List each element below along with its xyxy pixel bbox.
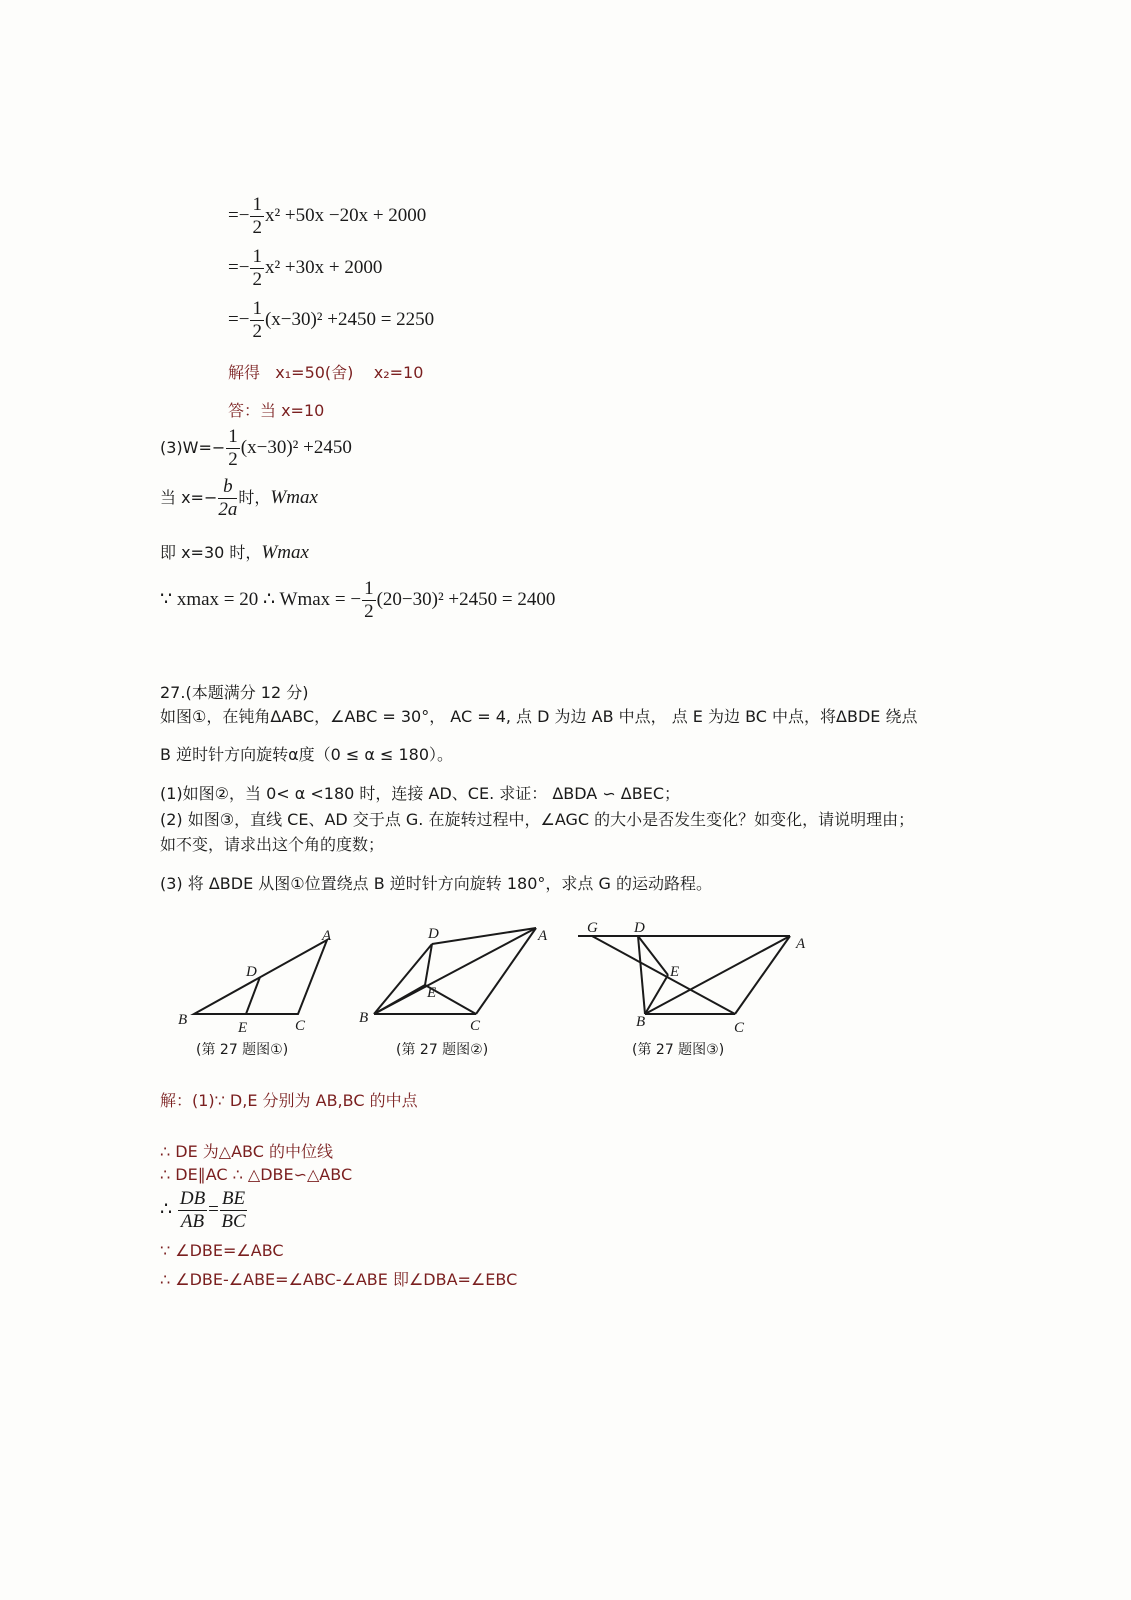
question-2a: (2) 如图③，直线 CE、AD 交于点 G. 在旋转过程中，∠AGC 的大小是否发生变化？如变化，请说明理由； <box>160 810 915 829</box>
fig3-label-c: C <box>734 1020 745 1036</box>
question-1: (1)如图②，当 0< α <180 时，连接 AD、CE. 求证： ΔBDA ∽ ΔBEC； <box>160 784 681 803</box>
w-max: Wmax <box>270 486 318 508</box>
problem-header: 27.(本题满分 12 分) <box>160 683 309 702</box>
denominator: 2a <box>218 499 238 520</box>
denominator: 2 <box>252 321 262 342</box>
numerator: 1 <box>252 246 262 267</box>
denominator: AB <box>180 1211 205 1232</box>
fraction <box>362 578 376 623</box>
solution-line-2: ∴ DE 为△ABC 的中位线 <box>160 1142 333 1161</box>
expression: (x−30)² +2450 <box>240 436 352 458</box>
fig2-label-d: D <box>428 926 439 942</box>
numerator: 1 <box>228 426 238 447</box>
fraction-be-bc <box>220 1188 247 1233</box>
expression: (x−30)² +2450 = 2250 <box>264 308 435 330</box>
fig1-label-e: E <box>238 1020 248 1036</box>
fig1-label-b: B <box>178 1012 188 1028</box>
fig2-caption: (第 27 题图②) <box>396 1042 489 1058</box>
therefore-symbol: ∴ <box>160 1198 173 1220</box>
numerator: DB <box>179 1188 206 1209</box>
denominator: 2 <box>364 601 374 622</box>
fig2-label-e: E <box>427 985 437 1001</box>
problem-statement-1: 如图①，在钝角ΔABC，∠ABC = 30°， AC = 4, 点 D 为边 AB 中点， 点 E 为边 BC 中点，将ΔBDE 绕点 <box>160 707 918 726</box>
fig1-label-c: C <box>295 1018 306 1034</box>
solution-line-5: ∵ ∠DBE=∠ABC <box>160 1241 284 1260</box>
when-line <box>160 476 318 521</box>
fig2-segment-be <box>374 985 425 1014</box>
fig3-label-g: G <box>587 920 598 936</box>
fig3-label-e: E <box>670 964 680 980</box>
equation-line-2 <box>228 246 382 291</box>
fig1-label-d: D <box>246 964 257 980</box>
ie-text: 即 x=30 时， <box>160 543 262 562</box>
denominator: 2 <box>228 449 238 470</box>
question-2b: 如不变，请求出这个角的度数； <box>160 835 385 854</box>
prefix: =− <box>228 256 250 278</box>
prefix: =− <box>228 204 250 226</box>
denominator: 2 <box>252 269 262 290</box>
fraction-db-ab <box>178 1188 207 1233</box>
solution-line-6: ∴ ∠DBE-∠ABE=∠ABC-∠ABE 即∠DBA=∠EBC <box>160 1270 518 1289</box>
fraction <box>218 476 237 521</box>
numerator: BE <box>221 1188 246 1209</box>
root-x2: x₂=10 <box>373 363 424 382</box>
fig1-segment-de <box>246 977 260 1014</box>
numerator: 1 <box>252 298 262 319</box>
numerator: 1 <box>252 194 262 215</box>
fig2-label-b: B <box>359 1010 369 1026</box>
because-prefix: ∵ xmax = 20 ∴ Wmax = − <box>160 588 362 610</box>
equation-line-3 <box>228 298 434 343</box>
fig3-caption: (第 27 题图③) <box>632 1042 725 1058</box>
solution-ratio <box>160 1188 248 1233</box>
numerator: 1 <box>364 578 374 599</box>
when-prefix: 当 x=− <box>160 487 218 507</box>
fig3-label-a: A <box>796 936 806 952</box>
denominator: BC <box>221 1211 246 1232</box>
numerator: b <box>218 476 237 499</box>
fig1-caption: (第 27 题图①) <box>196 1042 289 1058</box>
fig1-triangle-abc <box>194 940 327 1014</box>
prefix: =− <box>228 308 250 330</box>
solve-label: 解得 <box>228 363 261 382</box>
fraction <box>250 194 264 239</box>
fig3-segment-ca <box>735 936 790 1014</box>
fig1-label-a: A <box>322 928 332 944</box>
fig2-segment-bd <box>374 944 432 1014</box>
question-3: (3) 将 ΔBDE 从图①位置绕点 B 逆时针方向旋转 180°，求点 G 的运动路程。 <box>160 874 712 893</box>
fig2-label-a: A <box>538 928 548 944</box>
figures-diagram <box>160 915 840 1065</box>
solution-line-3: ∴ DE∥AC ∴ △DBE∽△ABC <box>160 1165 353 1184</box>
fig3-segment-bd <box>638 936 645 1014</box>
ie-line <box>160 540 309 564</box>
fig2-segment-ca <box>476 928 536 1014</box>
fig3-label-b: B <box>636 1014 646 1030</box>
fraction <box>250 298 264 343</box>
denominator: 2 <box>252 217 262 238</box>
fig3-line-gc <box>592 936 735 1014</box>
problem-statement-2: B 逆时针方向旋转α度（0 ≤ α ≤ 180）。 <box>160 745 454 764</box>
because-line <box>160 578 555 623</box>
fraction <box>226 426 240 471</box>
fig3-label-d: D <box>634 920 645 936</box>
fig2-label-c: C <box>470 1018 481 1034</box>
equation-line-1 <box>228 194 426 239</box>
equals-sign: = <box>208 1198 219 1220</box>
expression: (20−30)² +2450 = 2400 <box>376 588 556 610</box>
when-suffix: 时， <box>238 487 271 507</box>
w-equation <box>160 426 352 471</box>
solution-line-1: 解：(1)∵ D,E 分别为 AB,BC 的中点 <box>160 1091 418 1110</box>
expression: x² +50x −20x + 2000 <box>264 204 427 226</box>
answer-line: 答：当 x=10 <box>228 401 325 420</box>
w-max: Wmax <box>261 542 309 563</box>
fraction <box>250 246 264 291</box>
w-prefix: (3)W=− <box>160 437 226 457</box>
root-x1: x₁=50(舍) <box>275 363 354 382</box>
solve-line <box>228 360 423 383</box>
expression: x² +30x + 2000 <box>264 256 383 278</box>
